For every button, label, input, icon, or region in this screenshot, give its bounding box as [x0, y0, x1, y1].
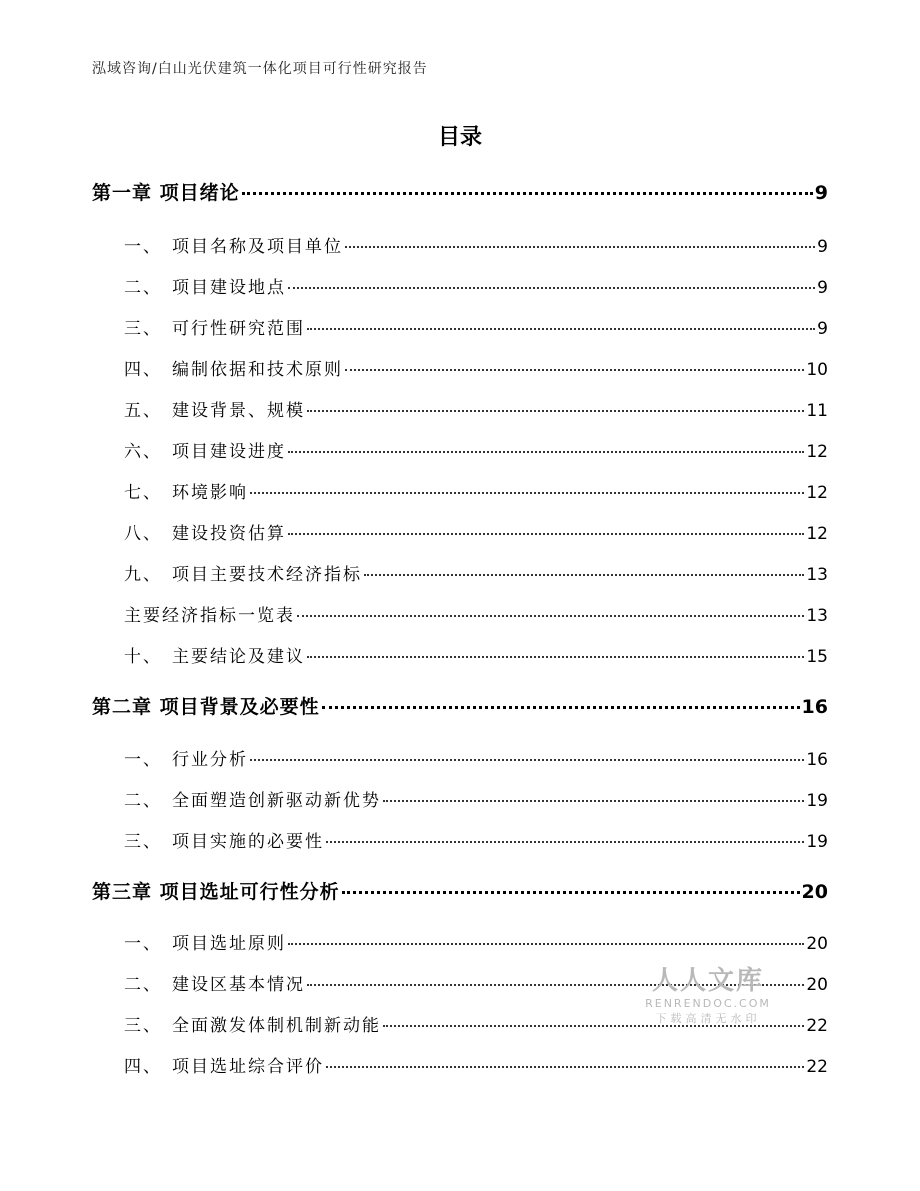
- toc-section-entry[interactable]: [124, 396, 828, 421]
- toc-entry-index: 四、: [124, 360, 162, 380]
- toc-entry-text: 全面激发体制机制新动能: [172, 1016, 381, 1036]
- toc-entry-text: 建设背景、规模: [172, 401, 305, 421]
- toc-entry-text: 项目名称及项目单位: [172, 237, 343, 257]
- toc-entry-label: [124, 396, 305, 421]
- toc-section-entry[interactable]: [124, 786, 828, 811]
- toc-entry-index: 三、: [124, 832, 162, 852]
- toc-entry-label: [124, 827, 324, 852]
- toc-leader-dots: [345, 246, 815, 248]
- toc-page-number: 11: [806, 401, 828, 421]
- toc-entry-label: [92, 692, 320, 719]
- toc-page-number: 12: [806, 524, 828, 544]
- toc-entry-text: 主要经济指标一览表: [124, 606, 295, 626]
- toc-entry-index: 三、: [124, 1016, 162, 1036]
- toc-section-entry[interactable]: [124, 478, 828, 503]
- toc-entry-text: 第二章 项目背景及必要性: [92, 696, 320, 718]
- toc-entry-text: 项目实施的必要性: [172, 832, 324, 852]
- toc-page-number: 20: [806, 975, 828, 995]
- toc-entry-label: [124, 232, 343, 257]
- watermark: [642, 960, 774, 1026]
- toc-entry-index: 一、: [124, 750, 162, 770]
- watermark-site: RENRENDOC.COM: [645, 997, 771, 1010]
- toc-leader-dots: [326, 1066, 804, 1068]
- toc-section-entry[interactable]: [124, 560, 828, 585]
- toc-section-entry[interactable]: [124, 1052, 828, 1077]
- toc-leader-dots: [250, 759, 804, 761]
- watermark-logo-text: 人人文库: [651, 966, 764, 996]
- toc-page-number: 19: [806, 791, 828, 811]
- toc-entry-label: [124, 970, 305, 995]
- toc-section-entry[interactable]: [124, 273, 828, 298]
- toc-leader-dots: [342, 891, 800, 894]
- toc-entry-text: 全面塑造创新驱动新优势: [172, 791, 381, 811]
- toc-entry-text: 第一章 项目绪论: [92, 182, 240, 204]
- toc-entry-index: 九、: [124, 565, 162, 585]
- toc-page-number: 10: [806, 360, 828, 380]
- toc-entry-label: [92, 178, 240, 205]
- toc-chapter-entry[interactable]: [92, 178, 828, 205]
- toc-entry-text: 主要结论及建议: [172, 647, 305, 667]
- toc-leader-dots: [250, 492, 804, 494]
- toc-entry-label: [92, 877, 340, 904]
- toc-entry-index: 二、: [124, 791, 162, 811]
- toc-leader-dots: [288, 451, 804, 453]
- toc-section-entry[interactable]: [124, 519, 828, 544]
- toc-page-number: 20: [806, 934, 828, 954]
- toc-chapter-entry[interactable]: [92, 877, 828, 904]
- toc-leader-dots: [307, 410, 804, 412]
- toc-entry-text: 项目选址原则: [172, 934, 286, 954]
- toc-page-number: 9: [817, 319, 828, 339]
- toc-entry-index: 十、: [124, 647, 162, 667]
- toc-page-number: 13: [806, 606, 828, 626]
- toc-entry-label: [124, 560, 362, 585]
- toc-page-number: 12: [806, 483, 828, 503]
- toc-section-entry[interactable]: [124, 355, 828, 380]
- toc-page-number: 16: [806, 750, 828, 770]
- toc-page-number: 9: [817, 237, 828, 257]
- toc-entry-label: [124, 642, 305, 667]
- toc-entry-text: 可行性研究范围: [172, 319, 305, 339]
- toc-entry-text: 项目建设地点: [172, 278, 286, 298]
- toc-section-entry[interactable]: [124, 929, 828, 954]
- toc-section-entry[interactable]: [124, 314, 828, 339]
- watermark-note: 下载高清无水印: [655, 1012, 761, 1025]
- toc-entry-index: 五、: [124, 401, 162, 421]
- toc-entry-label: [124, 314, 305, 339]
- toc-leader-dots: [288, 943, 804, 945]
- toc-section-entry[interactable]: [124, 232, 828, 257]
- toc-page-number: 22: [806, 1016, 828, 1036]
- toc-entry-label: [124, 478, 248, 503]
- toc-entry-label: [124, 355, 343, 380]
- toc-entry-index: 一、: [124, 237, 162, 257]
- toc-entry-index: 四、: [124, 1057, 162, 1077]
- toc-leader-dots: [307, 328, 815, 330]
- toc-page-number: 16: [801, 696, 828, 718]
- toc-page-number: 19: [806, 832, 828, 852]
- toc-entry-text: 编制依据和技术原则: [172, 360, 343, 380]
- toc-entry-index: 八、: [124, 524, 162, 544]
- toc-leader-dots: [322, 706, 800, 709]
- toc-leader-dots: [326, 841, 804, 843]
- toc-leader-dots: [288, 533, 804, 535]
- toc-entry-text: 行业分析: [172, 750, 248, 770]
- toc-page-number: 22: [806, 1057, 828, 1077]
- toc-entry-label: [124, 273, 286, 298]
- toc-chapter-entry[interactable]: [92, 692, 828, 719]
- toc-entry-text: 建设区基本情况: [172, 975, 305, 995]
- toc-page-number: 15: [806, 647, 828, 667]
- toc-page-number: 13: [806, 565, 828, 585]
- toc-entry-text: 建设投资估算: [172, 524, 286, 544]
- toc-entry-label: [124, 437, 286, 462]
- toc-page-number: 9: [814, 182, 828, 204]
- toc-entry-label: [124, 519, 286, 544]
- toc-entry-index: 二、: [124, 278, 162, 298]
- toc-page-number: 9: [817, 278, 828, 298]
- page-header: 泓域咨询/白山光伏建筑一体化项目可行性研究报告: [92, 61, 428, 77]
- toc-entry-index: 二、: [124, 975, 162, 995]
- toc-entry-label: [124, 601, 295, 626]
- toc-title: 目录: [437, 125, 482, 150]
- toc-section-entry[interactable]: [124, 827, 828, 852]
- toc-entry-label: [124, 786, 381, 811]
- toc-entry-index: 六、: [124, 442, 162, 462]
- toc-leader-dots: [307, 656, 804, 658]
- toc-leader-dots: [345, 369, 804, 371]
- toc-section-entry[interactable]: [124, 437, 828, 462]
- toc-leader-dots: [297, 615, 804, 617]
- toc-section-entry[interactable]: [124, 745, 828, 770]
- toc-entry-label: [124, 1011, 381, 1036]
- toc-entry-index: 七、: [124, 483, 162, 503]
- toc-entry-label: [124, 745, 248, 770]
- toc-leader-dots: [288, 287, 815, 289]
- toc-section-entry[interactable]: [124, 642, 828, 667]
- toc-entry-text: 第三章 项目选址可行性分析: [92, 881, 340, 903]
- toc-entry-index: 三、: [124, 319, 162, 339]
- toc-entry-text: 环境影响: [172, 483, 248, 503]
- toc-leader-dots: [242, 192, 813, 195]
- toc-section-entry[interactable]: [124, 601, 828, 626]
- toc-entry-text: 项目选址综合评价: [172, 1057, 324, 1077]
- toc-leader-dots: [383, 800, 804, 802]
- toc-entry-index: 一、: [124, 934, 162, 954]
- toc-entry-text: 项目主要技术经济指标: [172, 565, 362, 585]
- toc-page-number: 20: [801, 881, 828, 903]
- toc-entry-text: 项目建设进度: [172, 442, 286, 462]
- toc-entry-label: [124, 1052, 324, 1077]
- toc-page-number: 12: [806, 442, 828, 462]
- toc-entry-label: [124, 929, 286, 954]
- toc-leader-dots: [364, 574, 804, 576]
